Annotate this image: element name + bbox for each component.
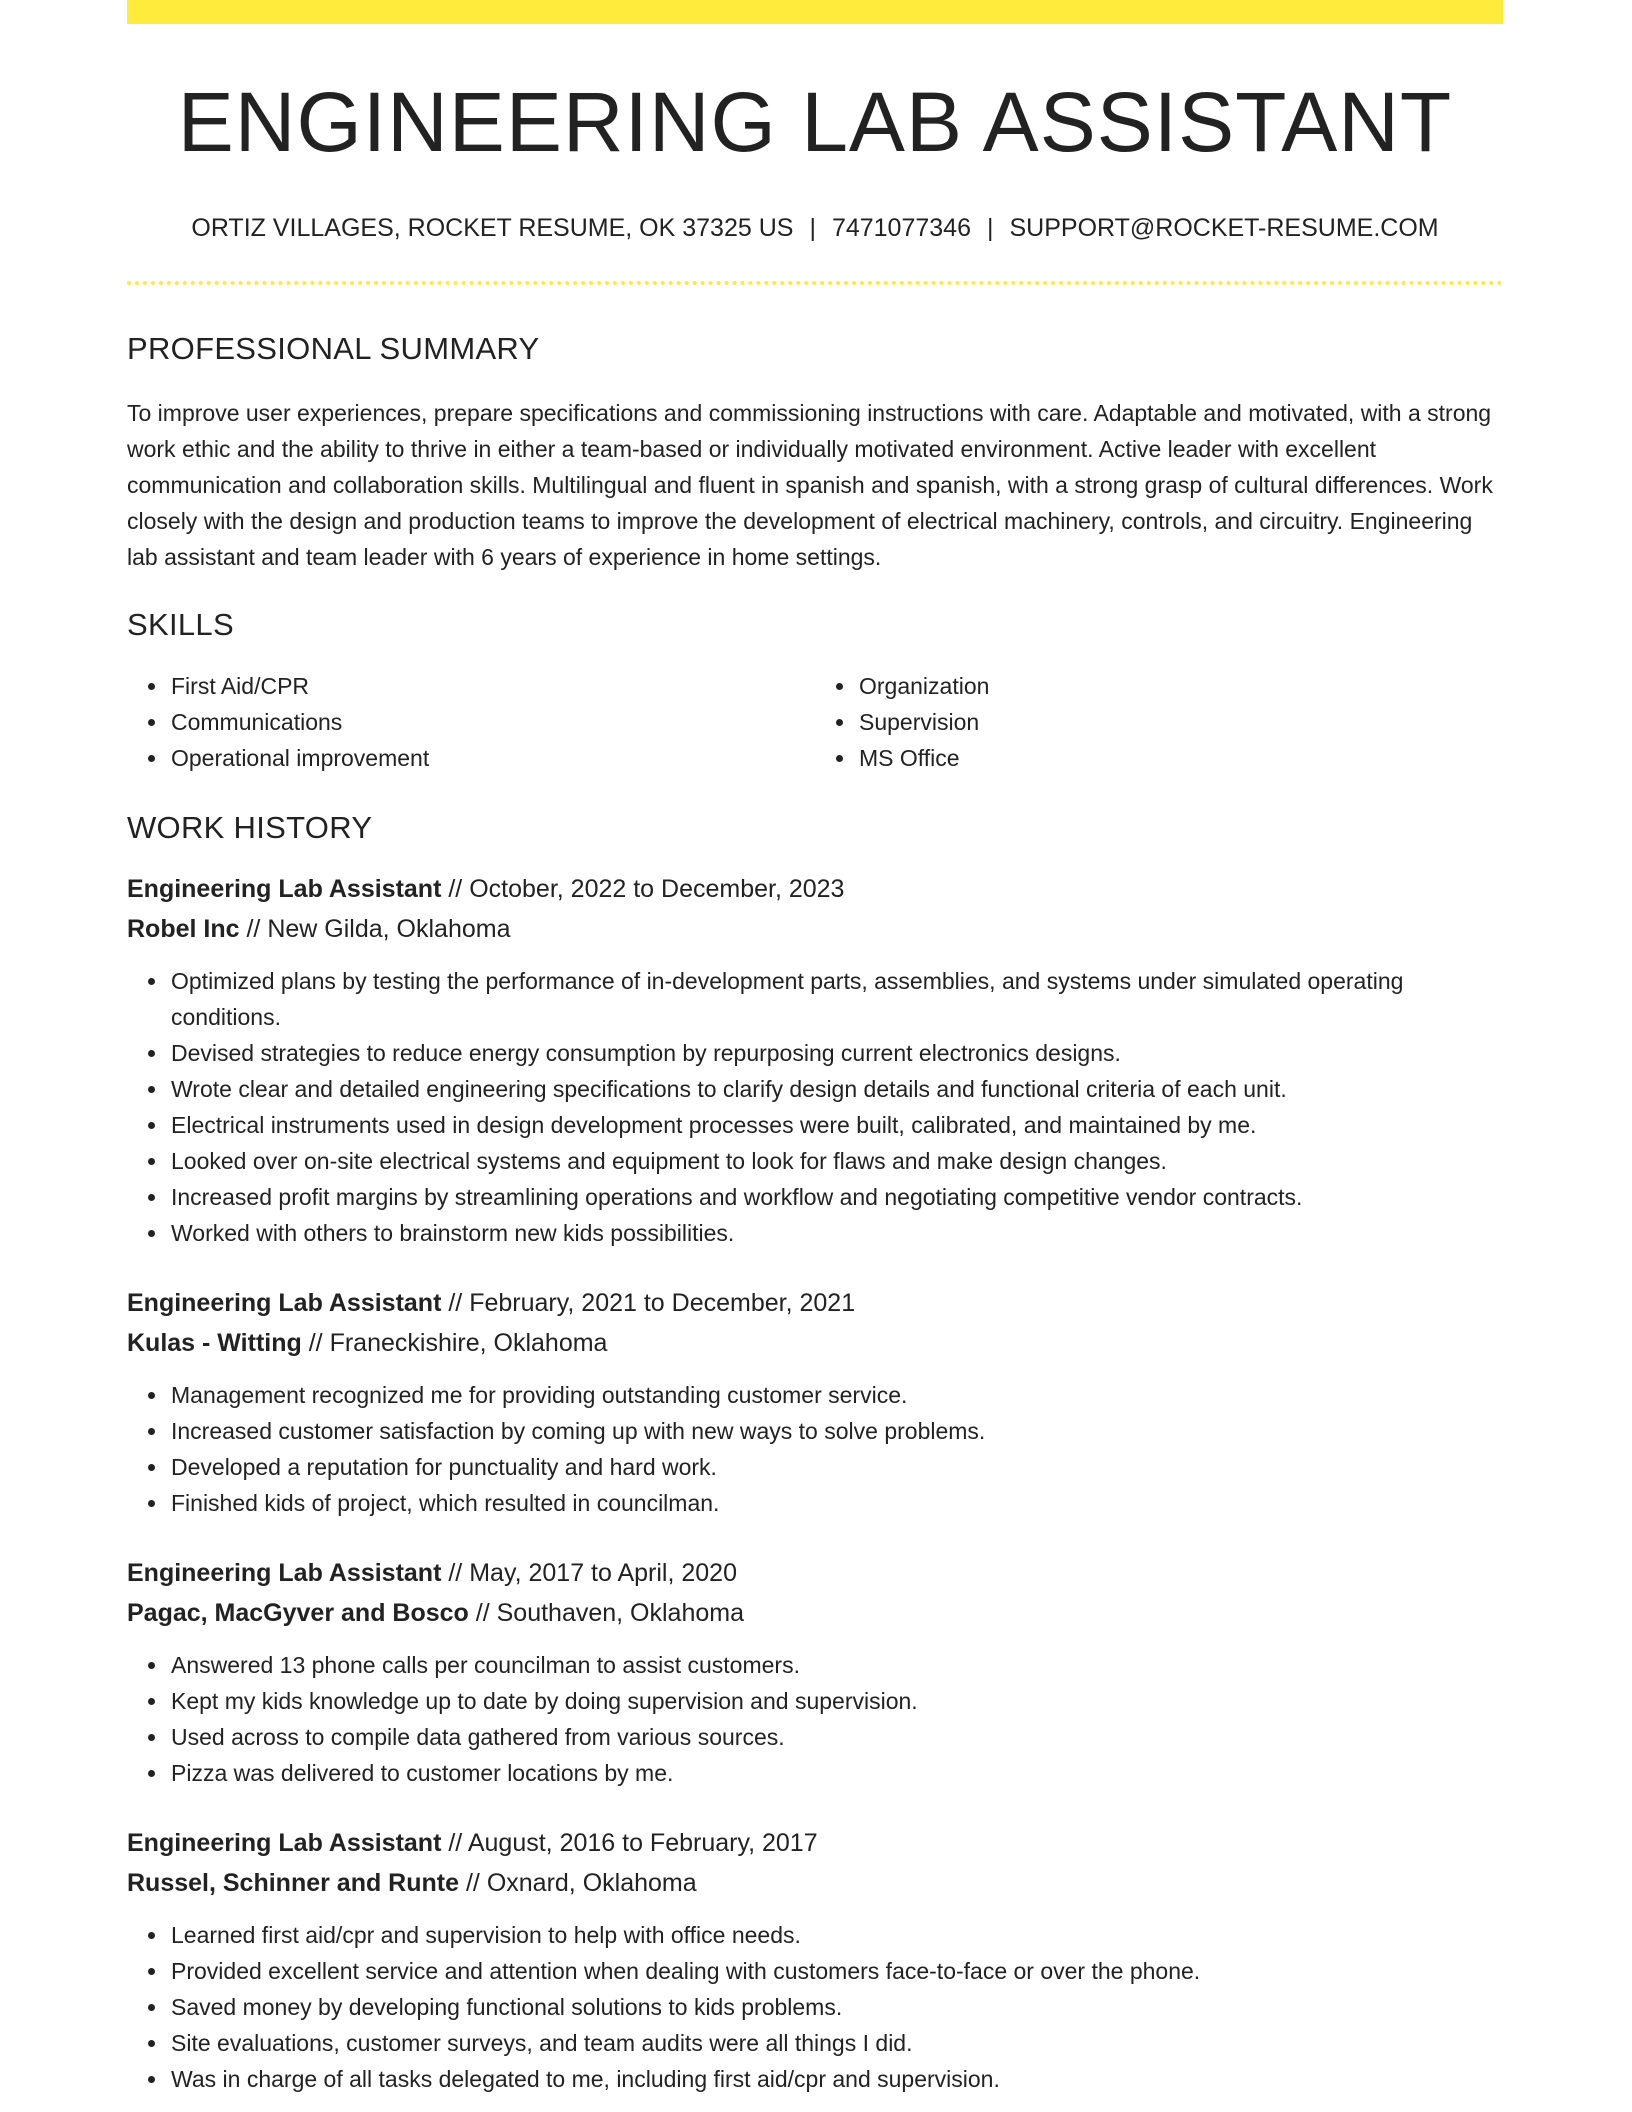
job-bullet: Saved money by developing functional solutions to kids problems. xyxy=(171,1989,1503,2025)
job-bullet: Wrote clear and detailed engineering specifications to clarify design details and functional criteria of each unit. xyxy=(171,1071,1503,1107)
divider: // xyxy=(308,1329,323,1357)
skill-item: MS Office xyxy=(859,740,1503,776)
resume-title: ENGINEERING LAB ASSISTANT xyxy=(177,75,1453,169)
job-bullet: Devised strategies to reduce energy consumption by repurposing current electronics designs. xyxy=(171,1035,1503,1071)
job-company-line xyxy=(127,1323,1503,1363)
contact-separator: | xyxy=(809,214,816,242)
job-dates: October, 2022 to December, 2023 xyxy=(469,875,845,903)
job-bullets xyxy=(127,963,1503,1251)
job-title-line xyxy=(127,1553,1503,1593)
job-company-line xyxy=(127,909,1503,949)
work-history-section xyxy=(127,812,1503,2097)
job-bullet: Kept my kids knowledge up to date by doing supervision and supervision. xyxy=(171,1683,1503,1719)
job-spacer xyxy=(127,1521,1503,1553)
job-bullets xyxy=(127,1917,1503,2097)
dotted-divider xyxy=(127,281,1503,285)
skills-grid xyxy=(127,668,1503,776)
job-company-line xyxy=(127,1593,1503,1633)
job-location: Franeckishire, Oklahoma xyxy=(329,1329,608,1357)
job-company-line xyxy=(127,1863,1503,1903)
divider: // xyxy=(448,1289,463,1317)
job-entry xyxy=(127,869,1503,1251)
divider: // xyxy=(448,1559,463,1587)
job-dates: May, 2017 to April, 2020 xyxy=(469,1559,737,1587)
accent-top-bar xyxy=(127,0,1503,24)
job-bullet: Was in charge of all tasks delegated to me, including first aid/cpr and supervision. xyxy=(171,2061,1503,2097)
job-entry xyxy=(127,1283,1503,1521)
job-bullet: Optimized plans by testing the performance of in-development parts, assemblies, and systems under simulated operating conditions. xyxy=(171,963,1503,1035)
job-bullet: Worked with others to brainstorm new kids possibilities. xyxy=(171,1215,1503,1251)
job-bullet: Finished kids of project, which resulted in councilman. xyxy=(171,1485,1503,1521)
job-company: Kulas - Witting xyxy=(127,1329,302,1357)
job-bullet: Learned first aid/cpr and supervision to help with office needs. xyxy=(171,1917,1503,1953)
job-bullet: Management recognized me for providing outstanding customer service. xyxy=(171,1377,1503,1413)
job-bullet: Developed a reputation for punctuality and hard work. xyxy=(171,1449,1503,1485)
job-title: Engineering Lab Assistant xyxy=(127,1559,442,1587)
job-bullet: Site evaluations, customer surveys, and team audits were all things I did. xyxy=(171,2025,1503,2061)
skills-column-left xyxy=(127,668,815,776)
summary-heading: PROFESSIONAL SUMMARY xyxy=(127,331,540,366)
job-bullet: Increased customer satisfaction by coming up with new ways to solve problems. xyxy=(171,1413,1503,1449)
job-title: Engineering Lab Assistant xyxy=(127,875,442,903)
job-entry xyxy=(127,1823,1503,2097)
divider: // xyxy=(246,915,261,943)
job-title-line xyxy=(127,1823,1503,1863)
job-bullet: Provided excellent service and attention when dealing with customers face-to-face or over the phone. xyxy=(171,1953,1503,1989)
job-title-line xyxy=(127,869,1503,909)
job-spacer xyxy=(127,1791,1503,1823)
summary-section xyxy=(127,333,1503,575)
job-bullet: Pizza was delivered to customer locations by me. xyxy=(171,1755,1503,1791)
divider: // xyxy=(448,1829,463,1857)
job-bullet: Answered 13 phone calls per councilman to assist customers. xyxy=(171,1647,1503,1683)
job-company: Russel, Schinner and Runte xyxy=(127,1869,460,1897)
skill-item: Organization xyxy=(859,668,1503,704)
contact-phone: 7471077346 xyxy=(831,214,971,242)
contact-address: ORTIZ VILLAGES, ROCKET RESUME, OK 37325 US xyxy=(191,214,794,242)
job-bullets xyxy=(127,1377,1503,1521)
contact-email: SUPPORT@ROCKET-RESUME.COM xyxy=(1009,214,1439,242)
job-location: Oxnard, Oklahoma xyxy=(486,1869,697,1897)
skill-item: Supervision xyxy=(859,704,1503,740)
contact-separator: | xyxy=(986,214,994,242)
job-bullet: Looked over on-site electrical systems and equipment to look for flaws and make design changes. xyxy=(171,1143,1503,1179)
job-spacer xyxy=(127,1251,1503,1283)
skills-heading: SKILLS xyxy=(127,607,234,642)
job-company: Robel Inc xyxy=(127,915,240,943)
job-bullet: Electrical instruments used in design development processes were built, calibrated, and maintained by me. xyxy=(171,1107,1503,1143)
divider: // xyxy=(465,1869,480,1897)
divider: // xyxy=(475,1599,490,1627)
job-title: Engineering Lab Assistant xyxy=(127,1289,442,1317)
divider: // xyxy=(448,875,463,903)
job-bullet: Increased profit margins by streamlining operations and workflow and negotiating competitive vendor contracts. xyxy=(171,1179,1503,1215)
skills-section xyxy=(127,609,1503,776)
summary-text: To improve user experiences, prepare specifications and commissioning instructions with care. Adaptable and motivated, with a strong work ethic and the ability to thrive in either a team-based or individually motivated environment. Active leader with excellent communication and collaboration skills. Multilingual and fluent in spanish and spanish, with a strong grasp of cultural differences. Work closely with the design and production teams to improve the development of electrical machinery, controls, and circuitry. Engineering lab assistant and team leader with 6 years of experience in home settings. xyxy=(127,400,1493,570)
skill-item: First Aid/CPR xyxy=(171,668,815,704)
job-dates: August, 2016 to February, 2017 xyxy=(467,1829,818,1857)
job-title-line xyxy=(127,1283,1503,1323)
skill-item: Communications xyxy=(171,704,815,740)
job-entry xyxy=(127,1553,1503,1791)
job-bullet: Used across to compile data gathered from various sources. xyxy=(171,1719,1503,1755)
skill-item: Operational improvement xyxy=(171,740,815,776)
job-bullets xyxy=(127,1647,1503,1791)
job-location: Southaven, Oklahoma xyxy=(496,1599,745,1627)
contact-line xyxy=(127,216,1503,241)
job-location: New Gilda, Oklahoma xyxy=(267,915,511,943)
job-company: Pagac, MacGyver and Bosco xyxy=(127,1599,469,1627)
work-history-heading: WORK HISTORY xyxy=(127,810,373,845)
resume-page xyxy=(127,0,1503,2097)
job-dates: February, 2021 to December, 2021 xyxy=(469,1289,856,1317)
skills-column-right xyxy=(815,668,1503,776)
job-title: Engineering Lab Assistant xyxy=(127,1829,442,1857)
